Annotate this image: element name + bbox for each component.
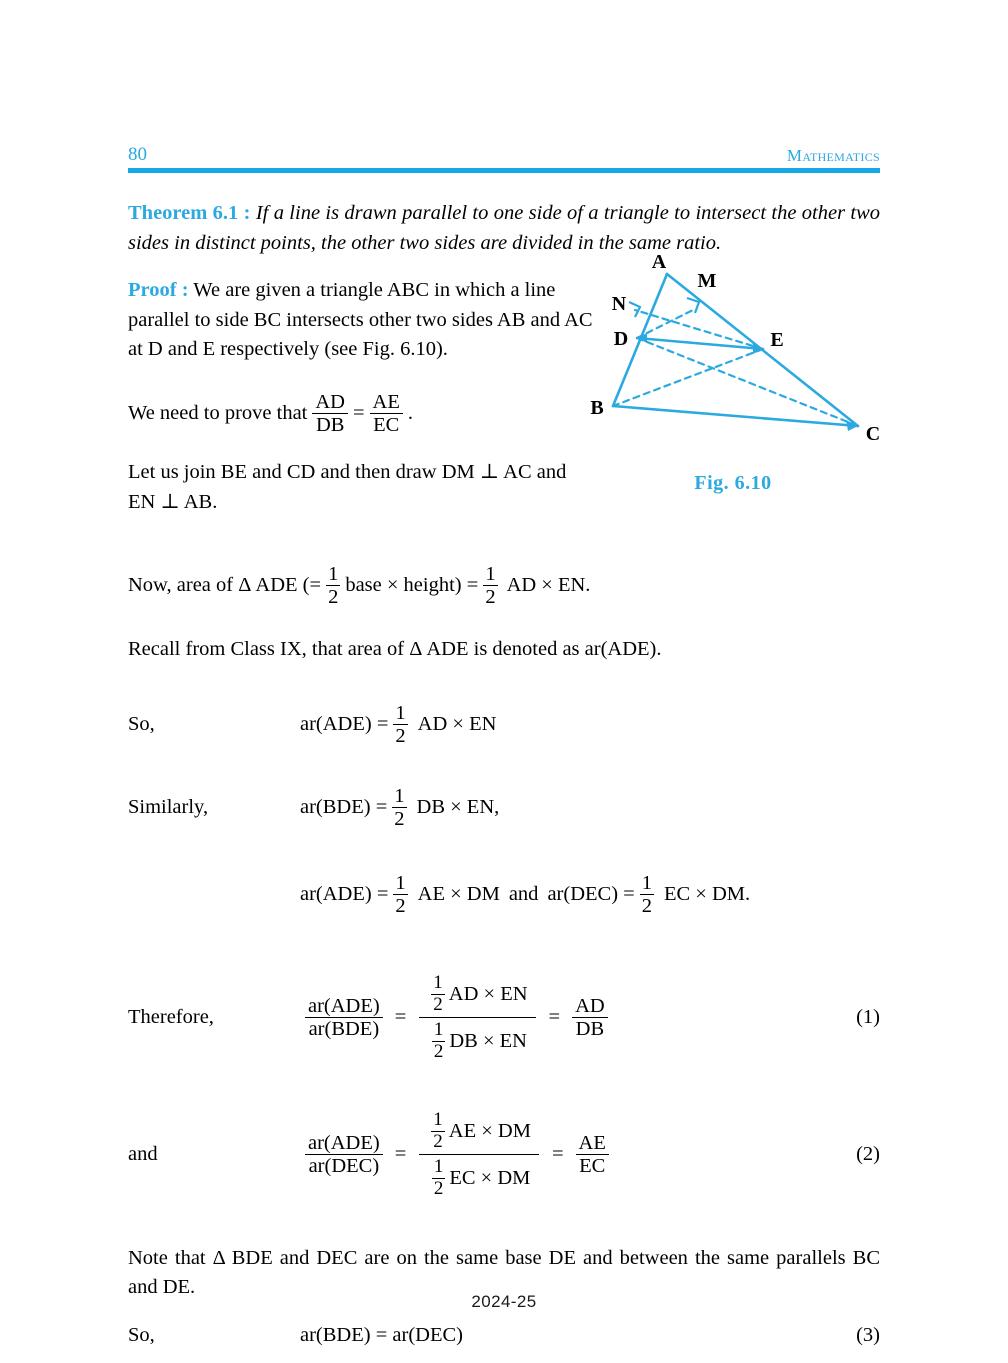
fraction-denominator: EC <box>373 414 400 437</box>
fraction-one-half <box>326 563 340 608</box>
proof-text-column <box>128 276 598 365</box>
triangle-diagram-svg <box>583 254 883 484</box>
proof-label: Proof : <box>128 279 189 302</box>
fraction-AE-EC-result <box>576 1132 609 1177</box>
figure-label-D: D <box>613 328 629 351</box>
fraction-denominator: 2 <box>433 1177 444 1199</box>
equation-label-therefore: Therefore, <box>128 1006 214 1029</box>
fraction-AE-EC <box>370 391 403 436</box>
fraction-numerator: 1 <box>433 1019 444 1041</box>
equation-body <box>300 1110 614 1199</box>
equation-number-1: (1) <box>856 1006 880 1029</box>
theorem-block <box>128 199 880 258</box>
fraction-numerator: 1 <box>641 872 652 895</box>
theorem-statement: If a line is drawn parallel to one side of a triangle to intersect the other two sides in distinct points, the other two sides are divided in the same ratio. <box>128 202 881 254</box>
equation-rhs: DB × EN, <box>416 796 500 818</box>
fraction-one-half-2 <box>483 563 497 608</box>
figure-label-E: E <box>770 329 784 352</box>
fraction-AD-DB-result <box>572 995 608 1040</box>
fraction-denominator: 2 <box>485 586 496 609</box>
equation-label-so-3: So, <box>128 1323 155 1346</box>
equation-pair-rhs1: AE × DM <box>417 883 500 906</box>
figure-label-N: N <box>611 293 627 316</box>
fraction-numerator: AD <box>312 391 348 414</box>
proof-text: We are given a triangle ABC in which a line parallel to side BC intersects other two sides AB and AC at D and E respectively (see Fig. 6.10). <box>128 279 593 361</box>
right-angle-mark-M <box>687 298 699 313</box>
figure-caption: Fig. 6.10 <box>694 472 772 495</box>
equation-rhs: AD × EN <box>417 712 497 735</box>
note-line: Note that Δ BDE and DEC are on the same base DE and between the same parallels BC and DE. <box>128 1246 880 1298</box>
figure-label-C: C <box>865 423 881 446</box>
fraction-numerator: AD <box>572 995 608 1018</box>
proof-section <box>128 254 881 517</box>
equation-number-2: (2) <box>856 1143 880 1166</box>
sentence-period: . <box>407 402 413 425</box>
nested-fraction-2 <box>419 1110 539 1199</box>
page-content <box>128 138 880 1347</box>
equation-2-row <box>128 1110 880 1199</box>
equation-pair-lhs1: ar(ADE) = <box>300 883 389 906</box>
equation-number-3: (3) <box>856 1323 880 1346</box>
fraction-one-half <box>432 1157 446 1199</box>
fraction-numerator: 1 <box>433 1109 443 1131</box>
figure-label-A: A <box>651 254 667 274</box>
nested-denominator-text: EC × DM <box>449 1167 531 1190</box>
equation-3-row <box>128 1324 880 1347</box>
book-title: Mathematics <box>786 146 880 165</box>
fraction-numerator: 1 <box>394 784 405 807</box>
fraction-numerator: 1 <box>433 1156 444 1178</box>
page-header <box>128 138 880 164</box>
equation-pair-lhs2: ar(DEC) = <box>547 883 635 906</box>
segment-DE <box>637 338 763 349</box>
figure-label-M: M <box>697 270 717 293</box>
equals-sign-2: = <box>548 1006 561 1029</box>
fraction-numerator: ar(ADE) <box>305 995 383 1018</box>
equation-1-row <box>128 973 880 1062</box>
equals-sign-1: = <box>394 1006 407 1029</box>
fraction-one-half-2 <box>640 872 654 917</box>
area-formula-line <box>128 563 880 608</box>
equals-sign-2: = <box>551 1143 564 1166</box>
fraction-denominator: 2 <box>395 724 406 747</box>
equals-sign-1: = <box>394 1143 407 1166</box>
fraction-one-half <box>393 702 407 747</box>
fraction-denominator: 2 <box>394 808 405 830</box>
nested-denominator-text: DB × EN <box>449 1030 527 1053</box>
page-footer: 2024-25 <box>471 1292 537 1311</box>
equation-label-so: So, <box>128 712 155 735</box>
fraction-one-half <box>431 973 445 1015</box>
nested-numerator-text: AD × EN <box>448 983 528 1006</box>
prove-lead-text: We need to prove that <box>128 402 308 425</box>
equation-lhs: ar(BDE) = <box>300 796 388 818</box>
area-lead-text: Now, area of Δ ADE (= <box>128 574 322 597</box>
page-number: 80 <box>128 144 147 165</box>
fraction-denominator: ar(DEC) <box>308 1155 380 1178</box>
nested-denominator <box>420 1155 539 1199</box>
fraction-numerator: 1 <box>328 563 339 586</box>
equation-label-and: and <box>128 1143 158 1166</box>
fraction-denominator: EC <box>579 1155 606 1178</box>
fraction-numerator: 1 <box>395 872 406 895</box>
fraction-numerator: 1 <box>395 701 406 724</box>
area-mid-text: base × height) = <box>345 574 479 597</box>
fraction-denominator: 2 <box>433 1040 444 1062</box>
fraction-AD-DB <box>312 391 348 436</box>
header-divider <box>128 168 880 173</box>
nested-numerator <box>419 1110 539 1155</box>
fraction-one-half <box>392 785 406 830</box>
fraction-denominator: ar(BDE) <box>308 1018 380 1041</box>
fraction-one-half <box>432 1020 446 1062</box>
nested-numerator-text: AE × DM <box>448 1120 531 1143</box>
figure-label-B: B <box>590 397 604 420</box>
equation-lhs: ar(ADE) = <box>300 712 389 735</box>
equation-body <box>300 785 499 830</box>
equation-pair-conjunction: and <box>508 883 539 906</box>
equation-pair <box>128 872 880 917</box>
fraction-denominator: 2 <box>433 1130 443 1152</box>
theorem-label: Theorem 6.1 : <box>128 202 251 224</box>
recall-line: Recall from Class IX, that area of Δ ADE is denoted as ar(ADE). <box>128 637 662 660</box>
nested-fraction-1 <box>419 973 535 1062</box>
equation-label-similarly: Similarly, <box>128 796 209 818</box>
fraction-denominator: 2 <box>433 993 443 1015</box>
construction-line: Let us join BE and CD and then draw DM ⊥ AC and EN ⊥ AB. <box>128 461 567 513</box>
fraction-one-half <box>393 872 407 917</box>
fraction-denominator: 2 <box>395 895 406 918</box>
fraction-denominator: 2 <box>641 895 652 918</box>
equation-body: ar(BDE) = ar(DEC) <box>300 1323 463 1346</box>
segment-BC <box>613 406 858 426</box>
equation-body <box>300 872 750 917</box>
fraction-numerator: AE <box>370 391 403 414</box>
segment-DC <box>637 338 858 426</box>
equation-body <box>300 702 496 747</box>
equation-pair-rhs2: EC × DM. <box>663 883 751 906</box>
fraction-arADE-arDEC <box>305 1132 383 1177</box>
equation-bde <box>128 785 880 830</box>
fraction-numerator: ar(ADE) <box>305 1132 383 1155</box>
fraction-numerator: 1 <box>433 972 443 994</box>
fraction-denominator: DB <box>315 414 345 437</box>
nested-denominator <box>420 1018 535 1062</box>
fraction-arADE-arBDE <box>305 995 383 1040</box>
fraction-one-half <box>431 1110 445 1152</box>
fraction-numerator: AE <box>576 1132 609 1155</box>
equation-body <box>300 973 613 1062</box>
equals-sign: = <box>352 402 365 425</box>
equation-ade <box>128 702 880 747</box>
fraction-numerator: 1 <box>485 563 496 586</box>
fraction-denominator: DB <box>575 1018 605 1041</box>
fraction-denominator: 2 <box>328 586 339 609</box>
area-tail-text: AD × EN. <box>506 574 591 597</box>
nested-numerator <box>419 973 535 1018</box>
figure-6-10 <box>583 254 883 484</box>
